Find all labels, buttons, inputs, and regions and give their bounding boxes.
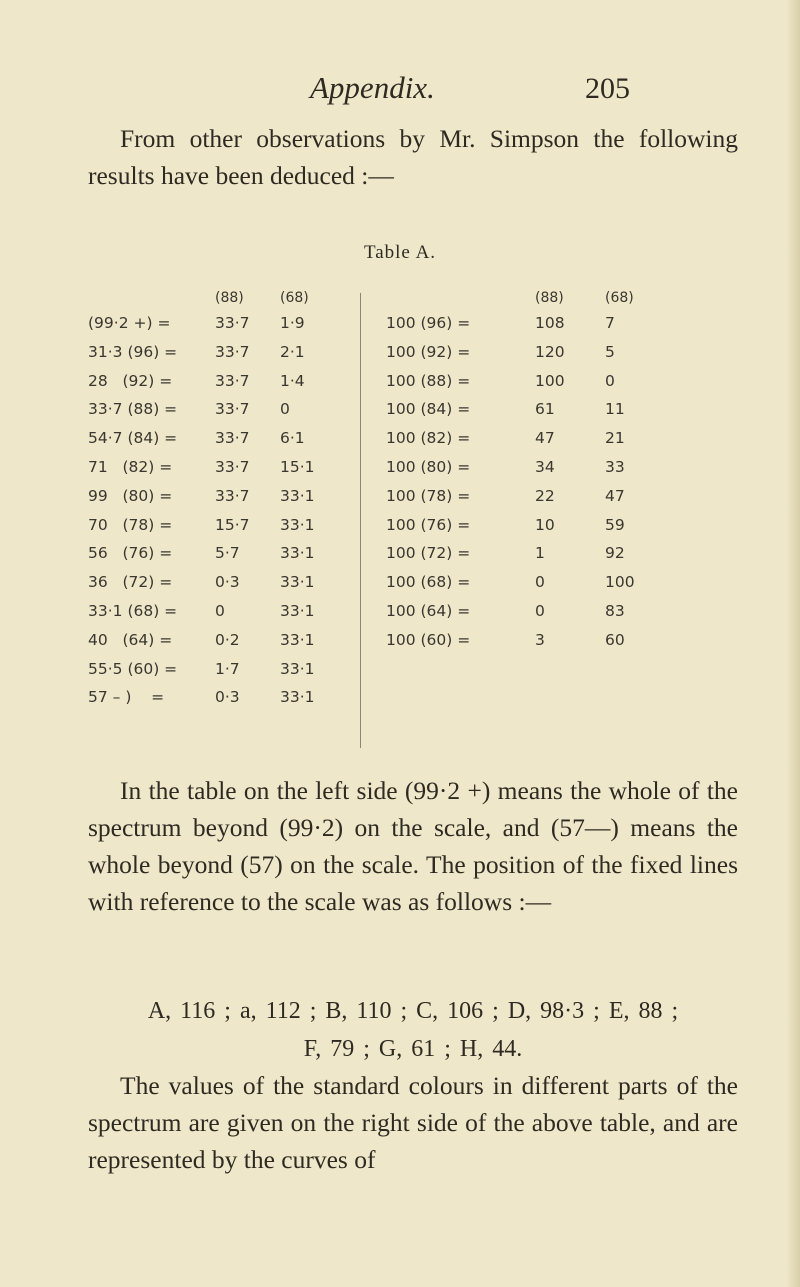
right-table-cell: 34 — [535, 458, 555, 476]
right-table-cell: 21 — [605, 429, 625, 448]
right-table-cell: 1 — [535, 544, 545, 563]
left-table-cell: 0 — [280, 400, 290, 419]
right-table-cell: 100 (64) = — [386, 602, 471, 620]
right-table-cell: 47 — [535, 429, 555, 448]
left-table-cell: 15·7 — [215, 515, 250, 534]
left-table-header-cell: (68) — [280, 290, 309, 306]
right-table-cell: 47 — [605, 486, 625, 505]
left-table-cell: 33·1 — [280, 573, 315, 592]
right-table-cell: 3 — [535, 630, 545, 649]
left-table-cell: 33·1 — [280, 544, 315, 563]
right-table-cell: 100 (68) = — [386, 573, 471, 592]
left-table-cell: 31·3 (96) = — [88, 342, 178, 361]
explanation-paragraph: In the table on the left side (99·2 +) means the whole of the spectrum beyond (99·2) on the scale, and (57—) means the whole beyond (57) on the scale. The position of the fixed lines with reference to the scale was as follows :— — [88, 776, 738, 916]
right-table-cell: 100 (84) = — [386, 400, 471, 419]
left-table-cell: 2·1 — [280, 342, 305, 361]
right-table-cell: 100 (76) = — [386, 515, 471, 534]
page-number: 205 — [585, 72, 630, 105]
left-table-cell: 0·2 — [215, 630, 240, 649]
page-edge-shadow — [786, 0, 800, 1287]
left-table-cell: 33·7 — [215, 342, 250, 361]
left-table-cell: 6·1 — [280, 429, 305, 448]
right-table-cell: 100 (78) = — [386, 486, 471, 505]
left-table-cell: 33·7 — [215, 458, 250, 476]
left-table-cell: 33·1 — [280, 602, 315, 620]
left-table-cell: 33·7 — [215, 429, 250, 448]
left-table-cell: 33·1 — [280, 688, 315, 707]
right-table-header-cell: (88) — [535, 290, 564, 306]
left-table-cell: 33·7 — [215, 486, 250, 505]
right-table-cell: 100 (60) = — [386, 630, 471, 649]
right-table-cell: 59 — [605, 515, 625, 534]
left-table-cell: 15·1 — [280, 458, 315, 476]
right-table-cell: 7 — [605, 314, 615, 332]
left-table-cell: 0·3 — [215, 688, 240, 707]
fixed-lines-list — [88, 992, 738, 1068]
right-table-cell: 100 — [535, 371, 565, 390]
right-table-cell: 120 — [535, 342, 565, 361]
right-table-cell: 100 (88) = — [386, 371, 471, 390]
right-table-cell: 83 — [605, 602, 625, 620]
table-caption: Table A. — [363, 242, 437, 263]
left-table-cell: 55·5 (60) = — [88, 659, 178, 678]
right-table — [386, 290, 666, 650]
right-table-cell: 11 — [605, 400, 625, 419]
right-table-cell: 0 — [605, 371, 615, 390]
right-table-cell: 92 — [605, 544, 625, 563]
right-table-cell: 5 — [605, 342, 615, 361]
table-divider — [360, 293, 361, 748]
left-table-cell: 33·1 — [280, 515, 315, 534]
left-table-cell: 28 (92) = — [88, 371, 173, 390]
fixed-lines-line-1: A, 116 ; a, 112 ; B, 110 ; C, 106 ; D, 98·3 ; E, 88 ; — [147, 998, 679, 1024]
left-table-cell: 33·7 (88) = — [88, 400, 178, 419]
left-table-cell: 0 — [215, 602, 225, 620]
right-table-cell: 0 — [535, 602, 545, 620]
right-table-header-cell: (68) — [605, 290, 634, 306]
intro-paragraph: From other observations by Mr. Simpson the following results have been deduced :— — [88, 124, 738, 190]
left-table-cell: 33·1 — [280, 659, 315, 678]
right-table-cell: 100 (80) = — [386, 458, 471, 476]
left-table-cell: 70 (78) = — [88, 515, 173, 534]
left-table-cell: 36 (72) = — [88, 573, 173, 592]
right-table-cell: 10 — [535, 515, 555, 534]
colours-paragraph: The values of the standard colours in different parts of the spectrum are given on the right side of the above table, and are represented by the curves of — [88, 1071, 738, 1174]
left-table-cell: 33·1 — [280, 486, 315, 505]
right-table-cell: 100 (82) = — [386, 429, 471, 448]
left-table-cell: 33·7 — [215, 314, 250, 332]
left-table — [88, 290, 358, 750]
left-table-cell: 99 (80) = — [88, 486, 173, 505]
left-table-cell: (99·2 +) = — [88, 314, 171, 332]
right-table-cell: 61 — [535, 400, 555, 419]
left-table-cell: 54·7 (84) = — [88, 429, 178, 448]
left-table-cell: 1·4 — [280, 371, 305, 390]
left-table-cell: 1·9 — [280, 314, 305, 332]
left-table-header-cell: (88) — [215, 290, 244, 306]
fixed-lines-line-2: F, 79 ; G, 61 ; H, 44. — [303, 1036, 523, 1062]
right-table-cell: 33 — [605, 458, 625, 476]
running-head — [0, 70, 800, 110]
right-table-cell: 100 — [605, 573, 635, 592]
right-table-cell: 60 — [605, 630, 625, 649]
left-table-cell: 33·7 — [215, 400, 250, 419]
left-table-cell: 5·7 — [215, 544, 240, 563]
right-table-cell: 100 (96) = — [386, 314, 471, 332]
right-table-cell: 100 (92) = — [386, 342, 471, 361]
right-table-cell: 108 — [535, 314, 565, 332]
right-table-cell: 0 — [535, 573, 545, 592]
left-table-cell: 33·7 — [215, 371, 250, 390]
left-table-cell: 57 – ) = — [88, 688, 165, 707]
left-table-cell: 71 (82) = — [88, 458, 173, 476]
left-table-cell: 0·3 — [215, 573, 240, 592]
right-table-cell: 100 (72) = — [386, 544, 471, 563]
right-table-cell: 22 — [535, 486, 555, 505]
running-title: Appendix. — [310, 70, 435, 105]
left-table-cell: 40 (64) = — [88, 630, 173, 649]
left-table-cell: 33·1 (68) = — [88, 602, 178, 620]
left-table-cell: 56 (76) = — [88, 544, 173, 563]
left-table-cell: 1·7 — [215, 659, 240, 678]
left-table-cell: 33·1 — [280, 630, 315, 649]
